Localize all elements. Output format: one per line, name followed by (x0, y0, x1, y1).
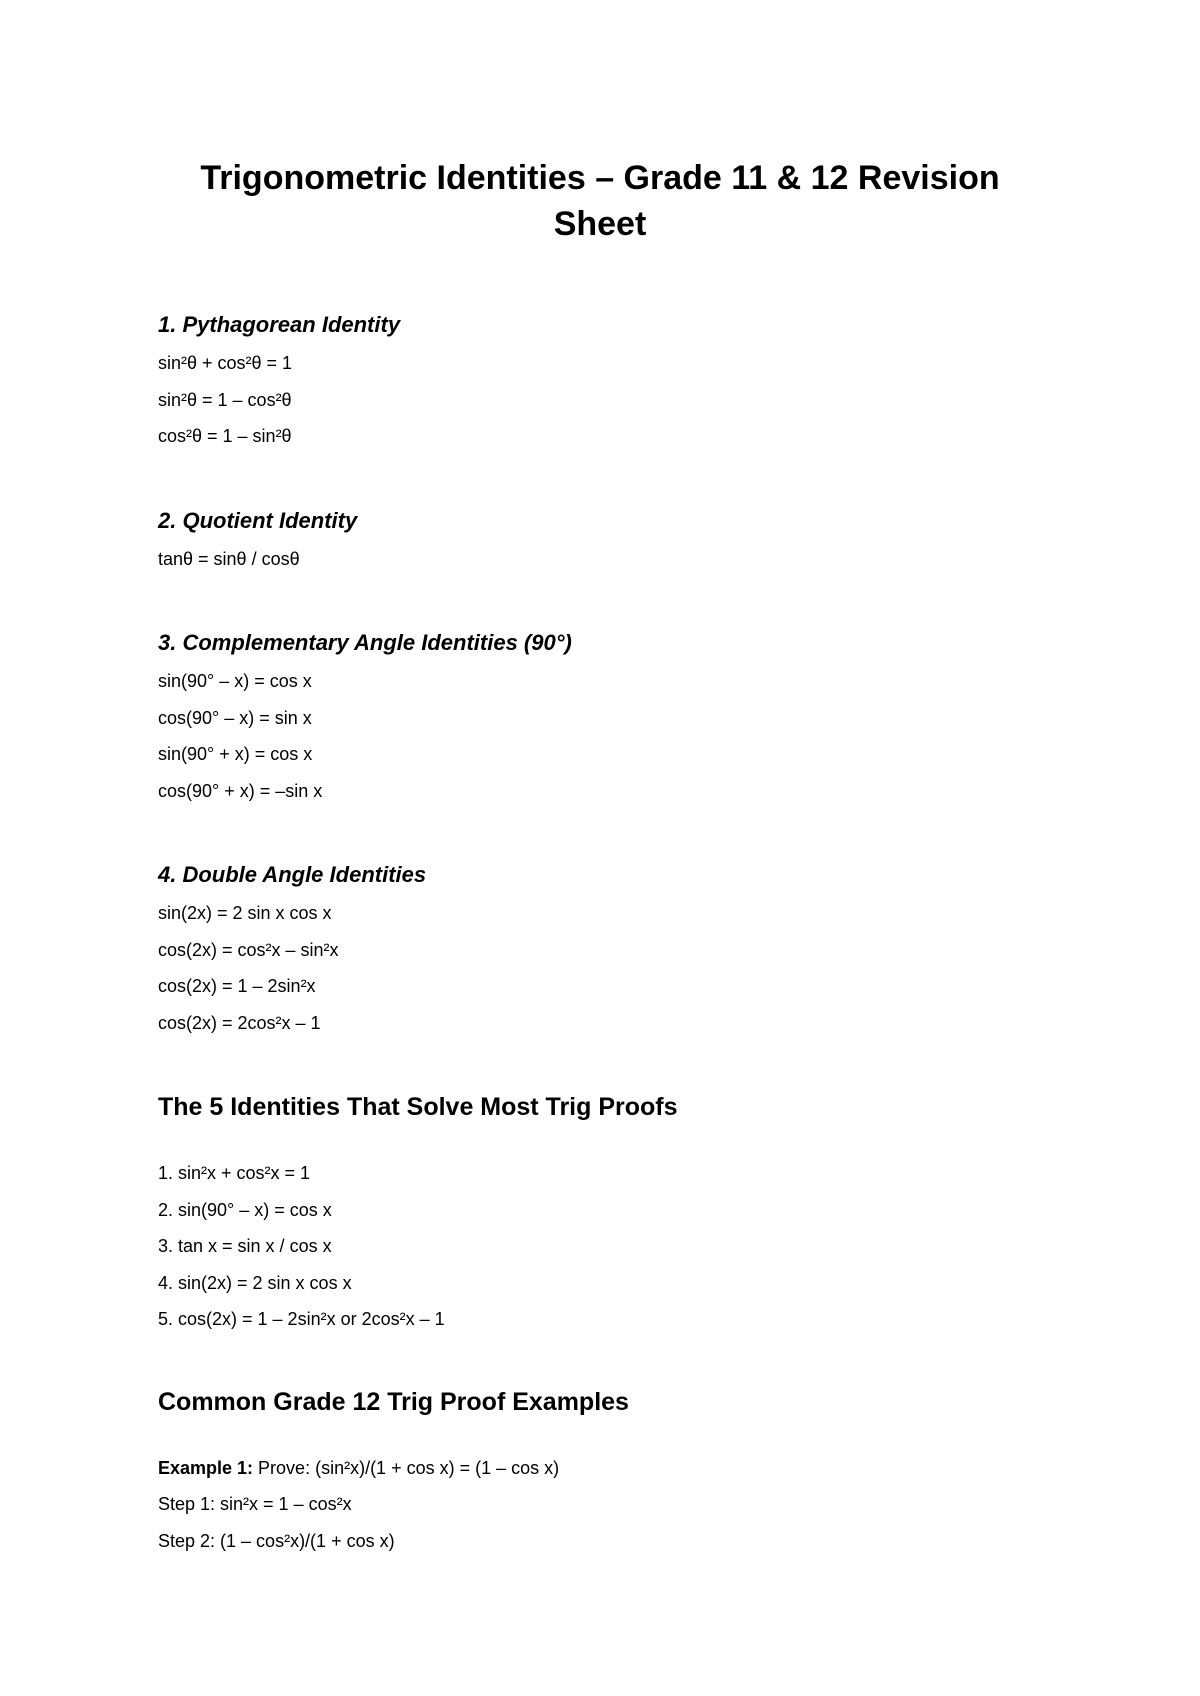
section-heading: 3. Complementary Angle Identities (90°) (158, 630, 572, 655)
section-complementary (158, 627, 1042, 809)
section-pythagorean (158, 309, 1042, 455)
section-heading: 4. Double Angle Identities (158, 862, 427, 887)
key-identities-list (158, 1155, 1042, 1338)
identity-line: sin(90° – x) = cos x (158, 671, 312, 691)
example-line (158, 1450, 1042, 1487)
section-double-angle (158, 859, 1042, 1041)
title-line-1: Trigonometric Identities – Grade 11 & 12 Revision (200, 159, 1000, 197)
examples-list (158, 1450, 1042, 1560)
key-identity-item: 5. cos(2x) = 1 – 2sin²x or 2cos²x – 1 (158, 1309, 445, 1329)
example-step: Step 1: sin²x = 1 – cos²x (158, 1494, 352, 1514)
identity-line: sin(2x) = 2 sin x cos x (158, 903, 332, 923)
identity-line: cos(2x) = 2cos²x – 1 (158, 1012, 321, 1033)
identity-line: sin²θ = 1 – cos²θ (158, 389, 292, 410)
identity-line: cos(2x) = 1 – 2sin²x (158, 976, 316, 996)
examples-heading: Common Grade 12 Trig Proof Examples (158, 1387, 629, 1416)
identity-line: cos(2x) = cos²x – sin²x (158, 939, 339, 960)
key-identities-section (158, 1089, 1042, 1338)
example-step: Step 2: (1 – cos²x)/(1 + cos x) (158, 1530, 395, 1551)
key-identity-item: 2. sin(90° – x) = cos x (158, 1199, 332, 1220)
identity-line: sin²θ + cos²θ = 1 (158, 353, 293, 373)
document-title (158, 155, 1042, 247)
section-heading: 2. Quotient Identity (158, 507, 358, 533)
examples-section (158, 1384, 1042, 1560)
key-identity-item: 4. sin(2x) = 2 sin x cos x (158, 1272, 352, 1293)
key-identities-heading: The 5 Identities That Solve Most Trig Proofs (158, 1093, 678, 1121)
key-identity-item: 3. tan x = sin x / cos x (158, 1236, 332, 1256)
identity-line: sin(90° + x) = cos x (158, 744, 313, 764)
key-identity-item: 1. sin²x + cos²x = 1 (158, 1163, 311, 1183)
identity-line: tanθ = sinθ / cosθ (158, 548, 300, 569)
identity-line: cos(90° – x) = sin x (158, 707, 312, 728)
identity-line: cos(90° + x) = –sin x (158, 780, 323, 801)
title-line-2: Sheet (553, 205, 647, 243)
identity-line: cos²θ = 1 – sin²θ (158, 426, 292, 446)
section-quotient (158, 505, 1042, 578)
example-label: Example 1: (158, 1457, 254, 1478)
example-text: Prove: (sin²x)/(1 + cos x) = (1 – cos x) (253, 1457, 560, 1478)
section-heading: 1. Pythagorean Identity (158, 312, 401, 337)
